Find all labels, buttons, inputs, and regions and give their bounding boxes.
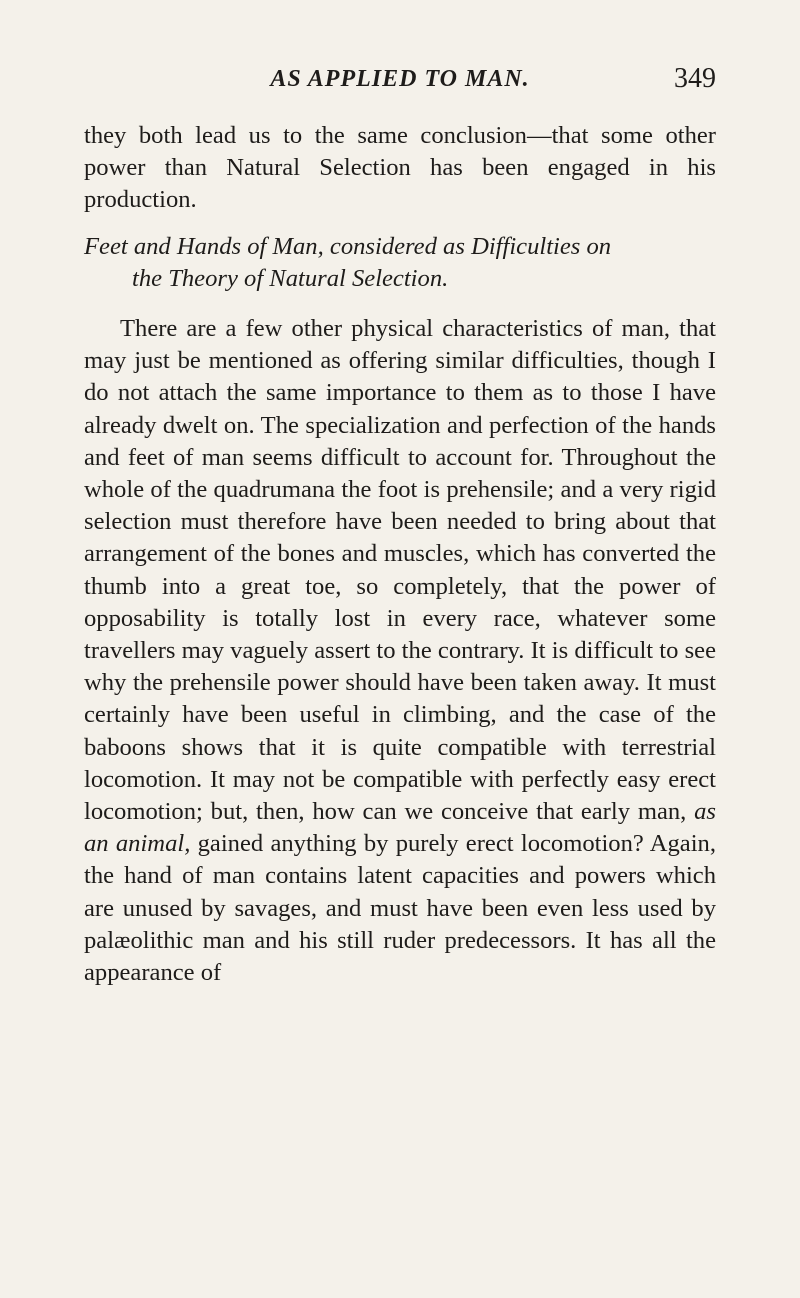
section-heading-line-2: the Theory of Natural Selection. — [132, 264, 449, 292]
main-paragraph-emphasis: as an animal, — [84, 798, 716, 858]
main-paragraph — [84, 313, 716, 989]
running-head — [84, 62, 716, 96]
section-heading-line-1: Feet and Hands of Man, considered as Difficulties on — [84, 232, 612, 260]
section-heading — [84, 231, 716, 295]
main-paragraph-text-1: There are a few other physical characteristics of man, that may just be mentioned as offering similar difficulties, though I do not attach the same importance to them as to those I have already dwelt on. The specialization and perfection of the hands and feet of man seems difficult to account for. Throughout the whole of the quadrumana the foot is prehensile; and a very rigid selection must therefore have been needed to bring about that arrangement of the bones and muscles, which has converted the thumb into a great toe, so completely, that the power of opposability is totally lost in every race, whatever some travellers may vaguely assert to the contrary. It is difficult to see why the prehensile power should have been taken away. It must certainly have been useful in climbing, and the case of the baboons shows that it is quite compatible with terrestrial locomotion. It may not be compatible with perfectly easy erect locomotion; but, then, how can we conceive that early man, — [84, 315, 716, 826]
page-number: 349 — [674, 63, 716, 94]
body-text — [84, 120, 716, 989]
running-title: AS APPLIED TO MAN. — [270, 66, 530, 92]
main-paragraph-text-2: gained anything by purely erect locomotion? Again, the hand of man contains latent capacities and powers which are unused by savages, and must have been even less used by palæolithic man and his still ruder predecessors. It has all the appearance of — [84, 830, 716, 987]
continuation-paragraph: they both lead us to the same conclusion—that some other power than Natural Selection has been engaged in his production. — [84, 122, 716, 214]
